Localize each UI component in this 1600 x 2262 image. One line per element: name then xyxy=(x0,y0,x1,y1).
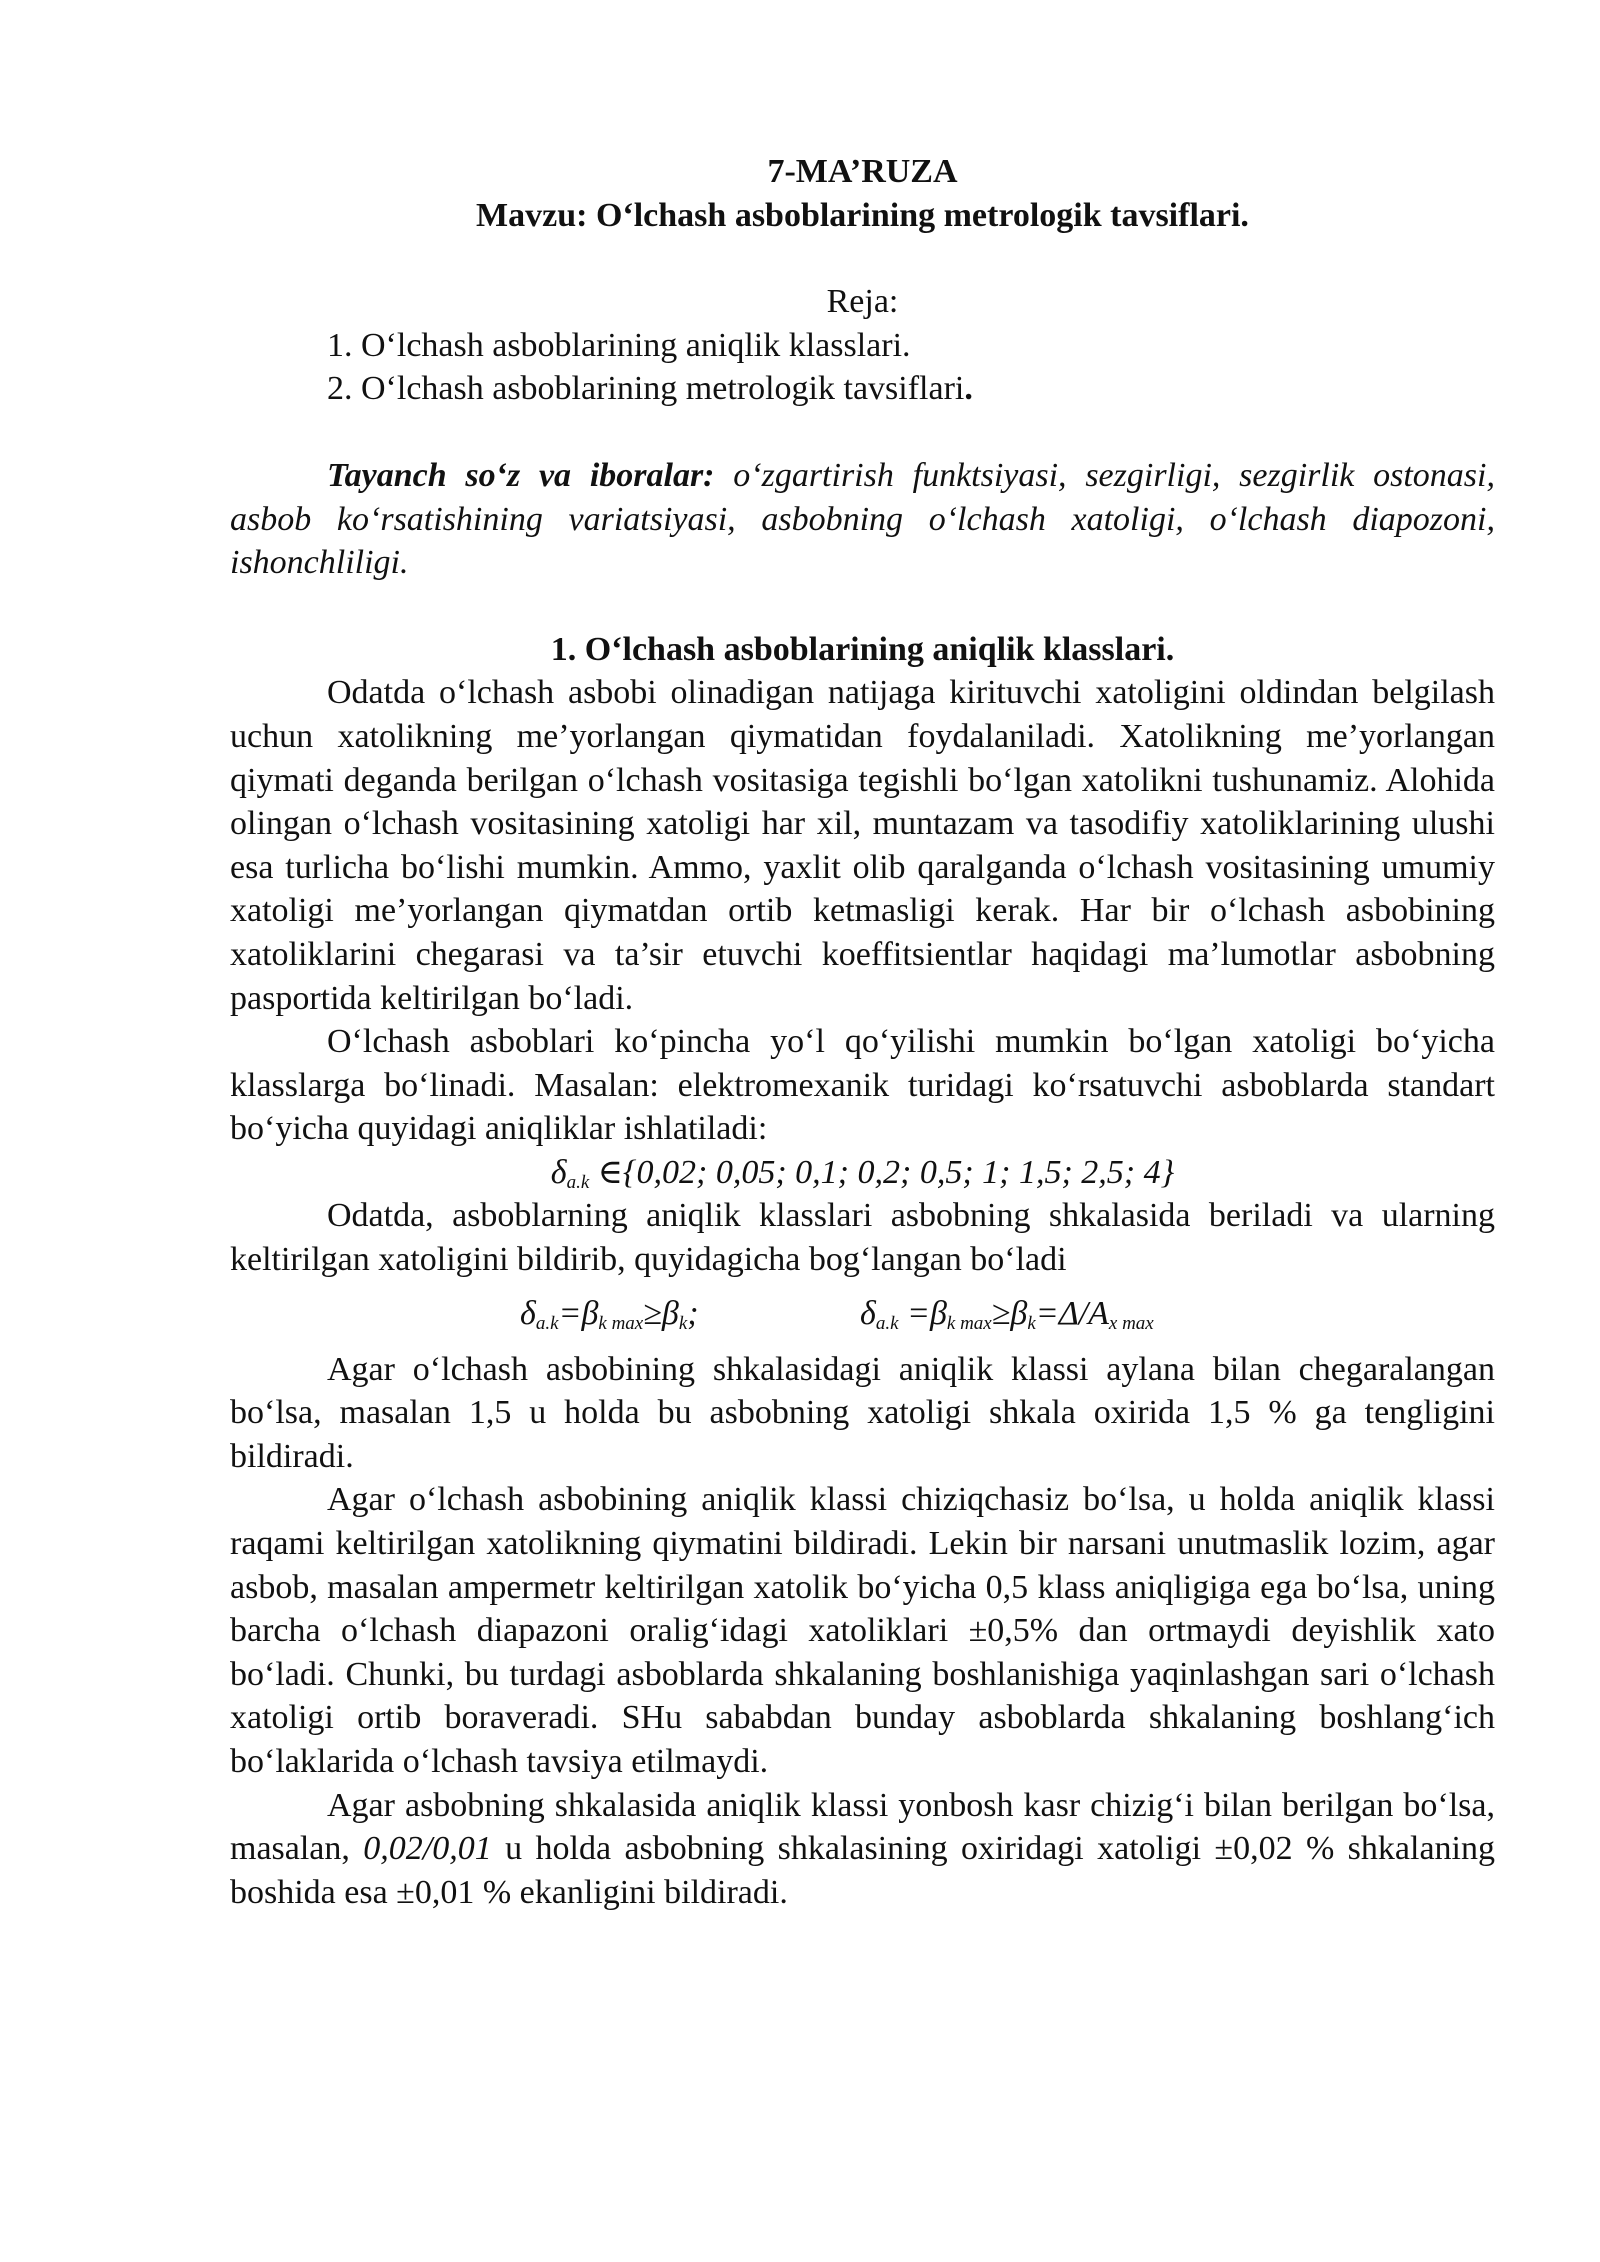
lecture-topic: Mavzu: O‘lchash asboblarining metrologik tavsiflari. xyxy=(476,196,1249,234)
paragraph-5: Agar o‘lchash asbobining aniqlik klassi chiziqchasiz bo‘lsa, u holda aniqlik klassi raqami keltirilgan xatolikning qiymatini bildiradi. Lekin bir narsani unutmaslik lozim, agar asbob, masalan ampermetr keltirilgan xatolik bo‘yicha 0,5 klass aniqligiga ega bo‘lsa, uning barcha o‘lchash diapazoni oralig‘idagi xatoliklari ±0,5% dan ortmaydi deyishlik xato bo‘ladi. Chunki, bu turdagi asboblarda shkalaning boshlanishiga yaqinlashgan sari o‘lchash xatoligi ortib boraveradi. SHu sababdan bunday asboblarda shkalaning boshlang‘ich bo‘laklarida o‘lchash tavsiya etilmaydi. xyxy=(230,1481,1495,1780)
fraction-example: 0,02/0,01 xyxy=(363,1830,492,1868)
plan-label: Reja: xyxy=(826,283,899,321)
formula2-right: $\delta_{a.k} =\beta_{k max}\ge\beta_k=\Delta/A_{x max}$ xyxy=(860,1294,1154,1334)
document-page xyxy=(230,150,1495,1914)
keywords-text: o‘zgartirish funktsiyasi, sezgirligi, sezgirlik ostonasi, asbob ko‘rsatishining variatsiyasi, asbobning o‘lchash xatoligi, o‘lchash diapozoni, ishonchliligi. xyxy=(230,456,1495,582)
section-heading: 1. O‘lchash asboblarining aniqlik klasslari. xyxy=(550,630,1175,668)
plan-item-2 xyxy=(230,367,1495,411)
paragraph-3: Odatda, asboblarning aniqlik klasslari asbobning shkalasida beriladi va ularning keltirilgan xatoligini bildirib, quyidagicha bog‘langan bo‘ladi xyxy=(230,1197,1495,1279)
formula2-left: $\delta_{a.k}=\beta_{k max}\ge\beta_k$; xyxy=(520,1294,699,1334)
plan-item-1: 1. O‘lchash asboblarining aniqlik klasslari. xyxy=(327,326,911,364)
plan-item-2-end: . xyxy=(964,370,973,408)
keywords-paragraph xyxy=(230,454,1495,585)
formula1-set: ∈{0,02; 0,05; 0,1; 0,2; 0,5; 1; 1,5; 2,5; 4} xyxy=(589,1153,1175,1191)
paragraph-1: Odatda o‘lchash asbobi olinadigan natijaga kirituvchi xatoligini oldindan belgilash uchun xatolikning me’yorlangan qiymatidan foydalaniladi. Xatolikning me’yorlangan qiymati deganda berilgan o‘lchash vositasiga tegishli bo‘lgan xatolikni tushunamiz. Alohida olingan o‘lchash vositasining xatoligi har xil, muntazam va tasodifiy xatoliklarining ulushi esa turlicha bo‘lishi mumkin. Ammo, yaxlit olib qaralganda o‘lchash vositasining umumiy xatoligi me’yorlangan qiymatdan ortib ketmasligi kerak. Har bir o‘lchash asbobining xatoliklarini chegarasi va ta’sir etuvchi koeffitsientlar haqidagi ma’lumotlar asbobning pasportida keltirilgan bo‘ladi. xyxy=(230,674,1495,1017)
lecture-number: 7-MA’RUZA xyxy=(767,153,958,190)
keywords-label: Tayanch so‘z va iboralar: xyxy=(327,456,715,494)
plan-item-2-text: 2. O‘lchash asboblarining metrologik tavsiflari xyxy=(327,370,965,408)
paragraph-2: O‘lchash asboblari ko‘pincha yo‘l qo‘yilishi mumkin bo‘lgan xatoligi bo‘yicha klasslarga bo‘linadi. Masalan: elektromexanik turidagi ko‘rsatuvchi asboblarda standart bo‘yicha quyidagi aniqliklar ishlatiladi: xyxy=(230,1023,1495,1148)
formula1-delta: δ xyxy=(550,1153,567,1191)
reduced-error-formula xyxy=(230,1282,1495,1348)
accuracy-class-formula xyxy=(230,1151,1495,1195)
paragraph-6: Agar asbobning shkalasida aniqlik klassi yonbosh kasr chizig‘i bilan berilgan bo‘lsa, masalan, 0,02/0,01 u holda asbobning shkalasining oxiridagi xatoligi ±0,02 % shkalaning boshida esa ±0,01 % ekanligini bildiradi. xyxy=(230,1786,1495,1911)
paragraph-4: Agar o‘lchash asbobining shkalasidagi aniqlik klassi aylana bilan chegaralangan bo‘lsa, masalan 1,5 u holda bu asbobning xatoligi shkala oxirida 1,5 % ga tengligini bildiradi. xyxy=(230,1350,1495,1475)
formula1-sub: a.k xyxy=(566,1171,590,1193)
